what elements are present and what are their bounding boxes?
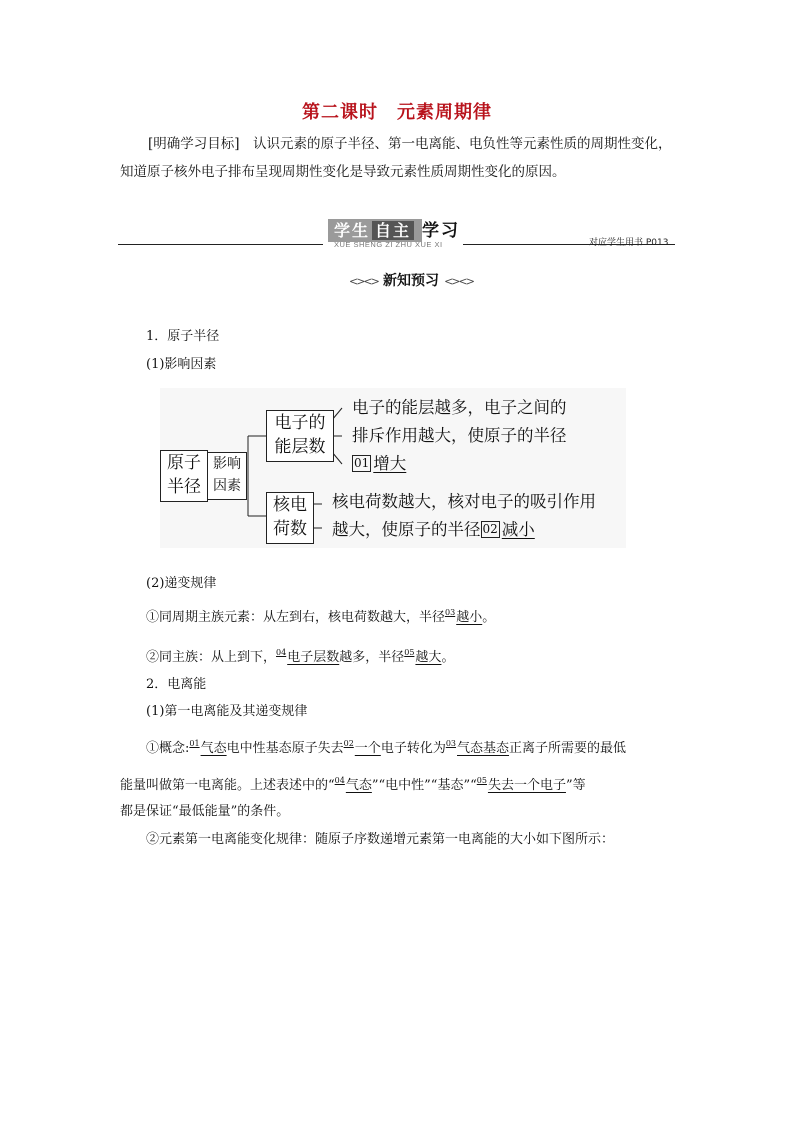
goals-line-1: [明确学习目标] 认识元素的原子半径、第一电离能、电负性等元素性质的周期性变化， (148, 136, 672, 152)
blank-number-03: 03 (445, 608, 456, 617)
shell-text-2: 排斥作用越大，使原子的半径 (352, 426, 567, 445)
nuclear-charge-box (266, 492, 314, 544)
c-blank-number-02: 02 (343, 739, 354, 748)
c-blank-number-01: 01 (189, 739, 200, 748)
concept-text-1: 电中性基态原子失去 (226, 741, 344, 756)
c-answer-ground-gaseous: 气态基态 (457, 741, 510, 756)
shell-line-2: 能层数 (274, 437, 326, 457)
banner-pinyin: XUE SHENG ZI ZHU XUE XI (334, 240, 443, 249)
factor-box (208, 452, 247, 500)
subsection-heading (349, 270, 473, 290)
rule-period-end: 。 (482, 610, 496, 625)
rule-group-text: ②同主族：从上到下， (146, 650, 277, 665)
c-answer-one: 一个 (354, 741, 381, 756)
concept-label: ①概念: (146, 741, 190, 756)
rule-group-end: 。 (441, 650, 455, 665)
concept2-text-1: 能量叫做第一电离能。上述表述中的“ (120, 778, 335, 793)
c-answer-gaseous-2: 气态 (345, 778, 372, 793)
page-reference: 对应学生用书 P013 (589, 238, 669, 248)
banner-rule-left (118, 244, 323, 245)
shell-text-1: 电子的能层越多，电子之间的 (352, 398, 567, 417)
charge-answer-line (332, 516, 535, 544)
banner-part-3: 学习 (422, 221, 461, 241)
s2-sub1: (1)第一电离能及其递变规律 (146, 704, 308, 719)
c-answer-gaseous: 气态 (200, 741, 227, 756)
concept-line-3: 都是保证“最低能量”的条件。 (120, 804, 290, 819)
banner-part-2: 自主 (372, 221, 414, 240)
left-diamond-icon: <><> (349, 275, 378, 288)
c-blank-number-04: 04 (334, 776, 345, 785)
concept-line-1 (146, 735, 626, 758)
answer-smaller: 越小 (456, 610, 483, 625)
s1-sub1: (1)影响因素 (146, 357, 217, 372)
charge-line-2: 荷数 (273, 519, 307, 539)
factor-line-2: 因素 (213, 478, 241, 494)
learning-goals (120, 130, 680, 186)
shell-line-1: 电子的 (274, 413, 326, 433)
concept-text-3: 正离子所需要的最低 (509, 741, 627, 756)
shell-answer-line (352, 450, 406, 478)
answer-increase: 增大 (373, 454, 407, 473)
answer-shells: 电子层数 (287, 650, 340, 665)
charge-text-1: 核电荷数越大，核对电子的吸引作用 (332, 492, 596, 511)
blank-number-04: 04 (276, 648, 287, 657)
rule-group (146, 644, 454, 667)
blank-number-02: 02 (482, 522, 498, 536)
goals-line-2: 知道原子核外电子排布呈现周期性变化是导致元素性质周期性变化的原因。 (120, 164, 566, 180)
banner-label (328, 219, 422, 242)
rule-group-mid: 越多，半径 (339, 650, 405, 665)
charge-line-1: 核电 (273, 495, 307, 515)
s1-heading: 1．原子半径 (146, 329, 220, 344)
charge-text-2: 越大，使原子的半径 (332, 520, 481, 539)
ionization-rule: ②元素第一电离能变化规律：随原子序数递增元素第一电离能的大小如下图所示： (146, 832, 615, 847)
lesson-title: 第二课时 元素周期律 (302, 102, 492, 123)
concept2-text-3: ”等 (565, 778, 586, 793)
c-blank-number-03: 03 (445, 739, 457, 748)
factor-line-1: 影响 (213, 456, 241, 472)
answer-larger: 越大 (415, 650, 442, 665)
concept-line-2 (120, 772, 586, 795)
blank-number-01: 01 (354, 456, 370, 470)
c-answer-lose-electron: 失去一个电子 (487, 778, 566, 793)
banner-part-1: 学生 (334, 221, 371, 240)
right-diamond-icon: <><> (444, 275, 473, 288)
concept2-text-2: ”“电中性”“基态”“ (371, 778, 477, 793)
blank-number-05: 05 (404, 648, 415, 657)
rule-period (146, 604, 495, 627)
subsection-title: 新知预习 (382, 273, 439, 289)
s1-sub2: (2)递变规律 (146, 576, 217, 591)
root-line-2: 半径 (167, 477, 201, 497)
s2-heading: 2．电离能 (146, 677, 207, 692)
concept-text-2: 电子转化为 (380, 741, 446, 756)
radius-diagram (160, 388, 626, 548)
rule-period-text: ①同周期主族元素：从左到右，核电荷数越大，半径 (146, 610, 446, 625)
answer-decrease: 减小 (501, 520, 535, 539)
section-banner (328, 216, 460, 241)
root-line-1: 原子 (167, 453, 201, 473)
root-box (160, 450, 208, 502)
c-blank-number-05: 05 (476, 776, 487, 785)
shell-count-box (266, 410, 334, 462)
